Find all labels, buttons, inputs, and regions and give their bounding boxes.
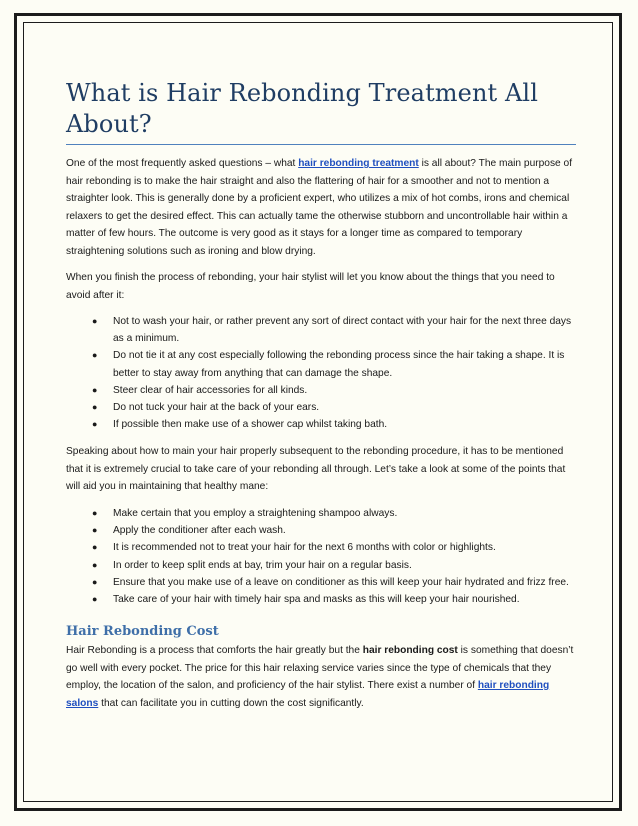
list-item-text: Make certain that you employ a straightening shampoo always. [113,507,398,519]
list-item [92,557,576,574]
list-item-text: Apply the conditioner after each wash. [113,525,286,537]
avoid-list [66,313,576,433]
page-title: What is Hair Rebonding Treatment All About? [66,79,538,138]
intro-paragraph [66,155,576,260]
cost-text-start: Hair Rebonding is a process that comforts the hair greatly but the [66,645,363,657]
cost-text-middle: is something that doesn’t go well with every pocket. The price for this hair relaxing service varies since the type of chemicals that they employ, the location of the salon, and proficiency of the hair stylist. There exist a number of [66,645,574,692]
hair-rebonding-treatment-link[interactable]: hair rebonding treatment [298,158,419,169]
list-item-text: If possible then make use of a shower cap whilst taking bath. [113,419,388,431]
bullet-icon: ● [92,542,98,553]
list-item [92,416,576,433]
list-item [92,591,576,608]
intro-text-end: is all about? The main purpose of hair rebonding is to make the hair straight and also the flattering of hair for a smoother and not to mention a straighter look. This is generally done by a proficient expert, who utilizes a mix of hot combs, irons and chemical relaxers to get the desired effect. This can actually tame the otherwise stubborn and uncontrollable hair within a matter of few hours. The outcome is very good as it stays for a longer time as compared to temporary straightening solutions such as ironing and blow drying. [66,158,573,257]
bullet-icon: ● [92,316,98,326]
cost-paragraph [66,642,576,712]
list-item [92,505,576,522]
list-item-text: Do not tie it at any cost especially following the rebonding process since the hair taking a shape. It is better to stay away from anything that can damage the shape. [113,350,565,379]
list-item [92,347,576,381]
list-item-text: In order to keep split ends at bay, trim your hair on a regular basis. [113,559,412,571]
bullet-icon: ● [92,559,98,570]
list-item-text: Steer clear of hair accessories for all kinds. [113,384,308,396]
title-underline [66,144,576,145]
document-body [66,78,576,721]
cost-text-end: that can facilitate you in cutting down the cost significantly. [98,697,364,709]
maintain-intro-paragraph: Speaking about how to main your hair properly subsequent to the rebonding procedure, it has to be mentioned that it is extremely crucial to take care of your rebonding all through. Let’s take a look at some of the points that will aid you in maintaining that healthy mane: [66,446,566,493]
hair-rebonding-cost-bold: hair rebonding cost [362,645,458,657]
bullet-icon: ● [92,593,98,604]
list-item-text: Take care of your hair with timely hair spa and masks as this will keep your hair nourished. [113,593,520,605]
list-item-text: Not to wash your hair, or rather prevent any sort of direct contact with your hair for the next three days as a minimum. [113,316,572,345]
intro-text-start: One of the most frequently asked questions – what [66,158,299,169]
bullet-icon: ● [92,525,98,536]
hair-rebonding-salons-link[interactable]: hair rebonding salons [66,680,550,709]
bullet-icon: ● [92,576,98,587]
bullet-icon: ● [92,507,98,518]
bullet-icon: ● [92,419,98,430]
list-item [92,399,576,416]
list-item [92,313,576,347]
cost-heading: Hair Rebonding Cost [66,624,219,640]
bullet-icon: ● [92,384,98,395]
list-item [92,522,576,539]
bullet-icon: ● [92,402,98,413]
list-item [92,539,576,556]
maintain-list [66,505,576,608]
bullet-icon: ● [92,350,98,361]
avoid-intro-paragraph: When you finish the process of rebonding, your hair stylist will let you know about the things that you need to avoid after it: [66,272,555,301]
list-item [92,382,576,399]
list-item [92,574,576,591]
list-item-text: Do not tuck your hair at the back of your ears. [113,402,320,414]
list-item-text: It is recommended not to treat your hair for the next 6 months with color or highlights. [113,542,496,554]
list-item-text: Ensure that you make use of a leave on conditioner as this will keep your hair hydrated and frizz free. [113,576,569,588]
